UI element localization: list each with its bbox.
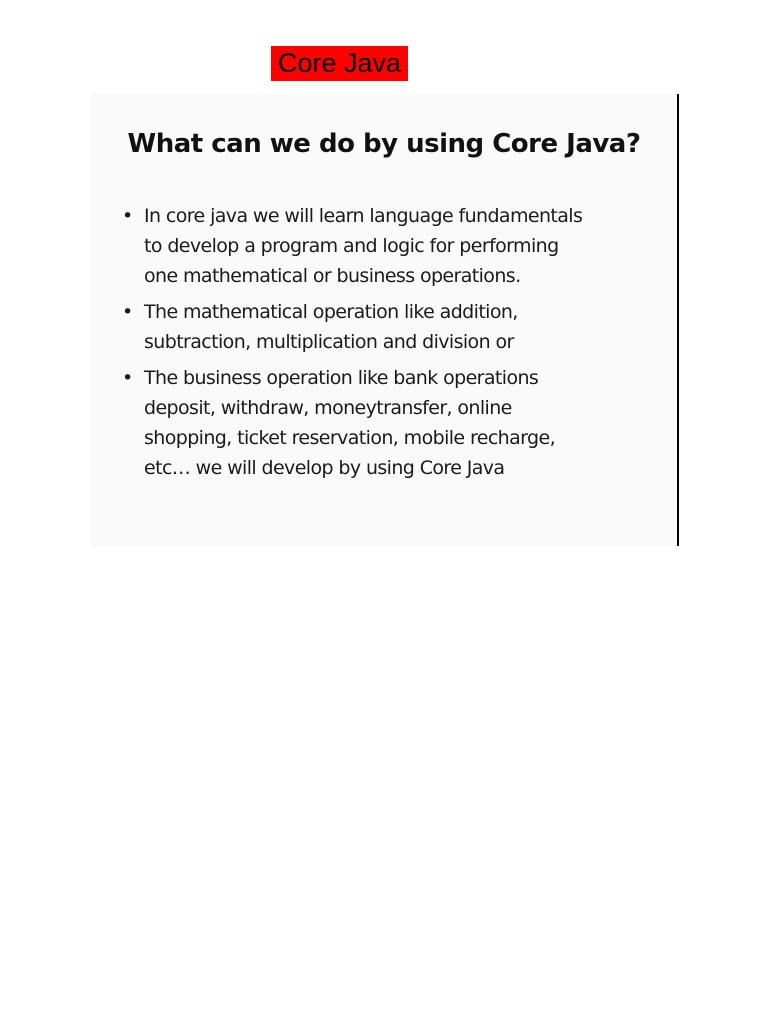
bullet-line: one mathematical or business operations. bbox=[144, 265, 521, 287]
bullet-line: etc… we will develop by using Core Java bbox=[144, 457, 505, 479]
bullet-line: The mathematical operation like addition, bbox=[144, 301, 518, 323]
header-label: Core Java bbox=[271, 46, 408, 81]
bullet-line: The business operation like bank operations bbox=[144, 367, 539, 389]
bullet-line: deposit, withdraw, moneytransfer, online bbox=[144, 397, 512, 419]
bullet-dot: • bbox=[122, 301, 133, 323]
bullet-dot: • bbox=[122, 367, 133, 389]
bullet-list bbox=[122, 201, 642, 489]
bullet-line: In core java we will learn language fundamentals bbox=[144, 205, 583, 227]
slide-title: What can we do by using Core Java? bbox=[127, 129, 641, 159]
bullet-dot: • bbox=[122, 205, 133, 227]
bullet-line: shopping, ticket reservation, mobile recharge, bbox=[144, 427, 556, 449]
bullet-line: subtraction, multiplication and division or bbox=[144, 331, 514, 353]
bullet-item bbox=[122, 363, 642, 483]
bullet-item bbox=[122, 201, 642, 291]
slide-right-border bbox=[677, 94, 679, 546]
slide-image bbox=[90, 94, 678, 546]
bullet-line: to develop a program and logic for performing bbox=[144, 235, 559, 257]
bullet-item bbox=[122, 297, 642, 357]
